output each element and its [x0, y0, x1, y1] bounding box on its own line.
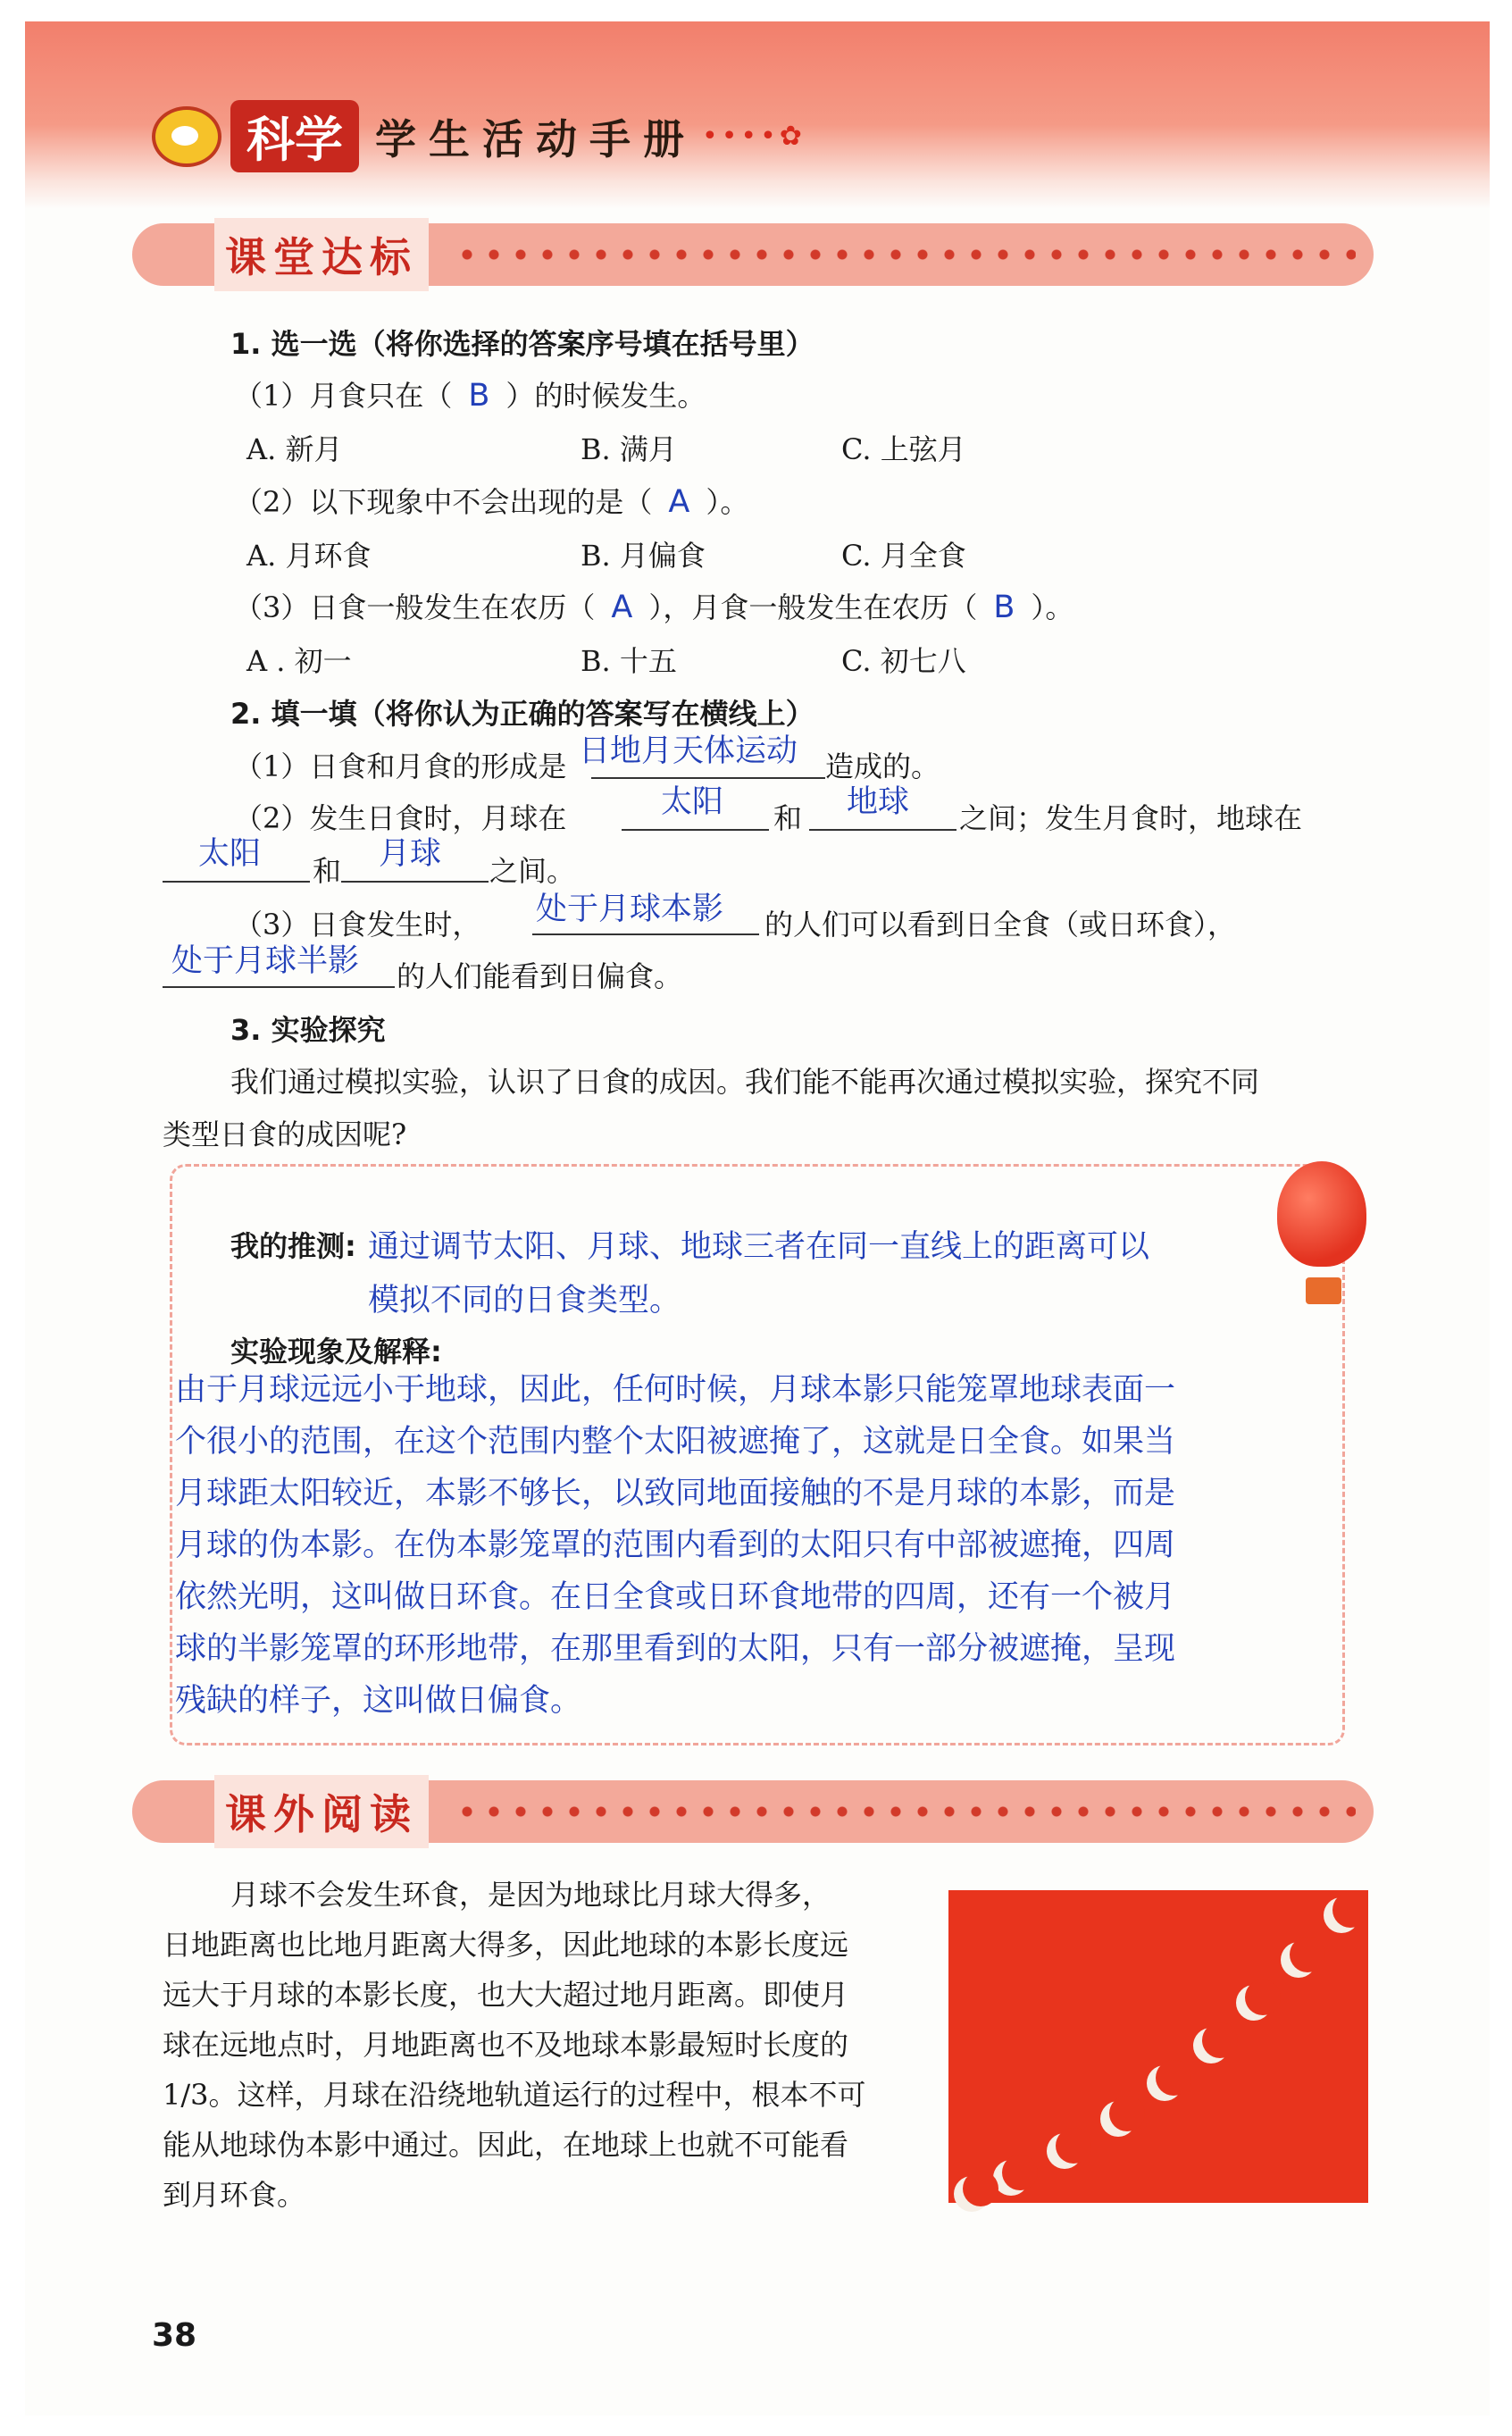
section-title: 课堂达标 [214, 218, 429, 291]
q1-item3-post: ）。 [1031, 590, 1074, 624]
reading-line: 到月环食。 [163, 2178, 306, 2212]
q2-title: 2. 填一填（将你认为正确的答案写在横线上） [230, 697, 814, 731]
q1-item3-pre: （3）日食一般发生在农历（ [234, 590, 596, 624]
q1-item2-option-a: A. 月环食 [246, 539, 372, 573]
q2-item2-blank4 [341, 881, 489, 883]
explain-line: 残缺的样子，这叫做日偏食。 [175, 1683, 582, 1719]
q2-item1-answer: 日地月天体运动 [579, 733, 798, 769]
reading-line: 球在远地点时，月地距离也不及地球本影最短时长度的 [163, 2028, 849, 2062]
q3-intro-line2: 类型日食的成因呢? [163, 1118, 407, 1151]
dotted-decoration [454, 246, 1356, 264]
q1-item3-answer1: A [611, 590, 633, 625]
q2-item3-answer2: 处于月球半影 [171, 943, 360, 979]
q1-item3 [234, 585, 1073, 626]
q1-item1-pre: （1）月食只在（ [234, 379, 453, 413]
guess-line1: 通过调节太阳、月球、地球三者在同一直线上的距离可以 [368, 1229, 1150, 1265]
q2-item2-blank3 [163, 881, 310, 883]
explain-line: 球的半影笼罩的环形地带，在那里看到的太阳，只有一部分被遮掩，呈现 [175, 1631, 1176, 1667]
explain-label: 实验现象及解释: [230, 1335, 442, 1369]
moon-phase-icon [1100, 2101, 1136, 2137]
q1-item3-option-a: A . 初一 [246, 644, 352, 678]
q2-item2-blank2 [809, 829, 956, 831]
q2-item2-blank1 [622, 829, 769, 831]
moon-phase-icon [1281, 1942, 1316, 1978]
q1-item3-option-b: B. 十五 [581, 644, 677, 678]
q1-item2-answer: A [668, 484, 690, 520]
q1-item2 [234, 480, 748, 521]
q2-item2-answer4: 月球 [379, 836, 442, 872]
reading-line: 远大于月球的本影长度，也大大超过地月距离。即使月 [163, 1978, 849, 2012]
q1-item1-option-a: A. 新月 [246, 432, 343, 466]
q2-item2-answer3: 太阳 [198, 836, 262, 872]
eclipse-sequence-photo [948, 1890, 1368, 2203]
moon-phase-icon [1193, 2028, 1229, 2063]
hot-air-balloon-icon [1277, 1161, 1366, 1267]
q1-item3-option-c: C. 初七八 [841, 644, 966, 678]
q2-item3-post: 的人们能看到日偏食。 [397, 959, 683, 993]
q2-item2-post: 之间。 [489, 854, 576, 888]
q1-item1-post: ）的时候发生。 [505, 379, 706, 413]
q2-item2-answer2: 地球 [847, 784, 910, 820]
q3-title: 3. 实验探究 [230, 1013, 386, 1047]
section-banner-reading [132, 1780, 1374, 1843]
q2-item2-pre: （2）发生日食时，月球在 [234, 801, 567, 835]
section-banner-classwork [132, 223, 1374, 286]
guess-line2: 模拟不同的日食类型。 [368, 1283, 681, 1318]
q1-item1-answer: B [468, 378, 490, 414]
reading-line: 能从地球伪本影中通过。因此，在地球上也就不可能看 [163, 2128, 849, 2162]
balloon-basket-icon [1306, 1277, 1341, 1304]
q1-title: 1. 选一选（将你选择的答案序号填在括号里） [230, 327, 814, 361]
brand-subtitle: 学生活动手册 [375, 114, 697, 163]
brand-header [152, 100, 806, 172]
explain-line: 依然光明，这叫做日环食。在日全食或日环食地带的四周，还有一个被月 [175, 1579, 1176, 1615]
q1-item2-pre: （2）以下现象中不会出现的是（ [234, 485, 653, 519]
moon-phase-icon [1047, 2133, 1082, 2169]
q1-item1-option-b: B. 满月 [581, 432, 677, 466]
moon-phase-icon [1324, 1897, 1359, 1933]
q1-item2-post: ）。 [706, 485, 749, 519]
guess-label: 我的推测: [230, 1229, 356, 1263]
q1-item2-option-b: B. 月偏食 [581, 539, 706, 573]
q2-item1-post: 造成的。 [825, 749, 940, 783]
flower-decoration-icon: ••••✿ [702, 121, 806, 152]
reading-line: 1/3。这样，月球在沿绕地轨道运行的过程中，根本不可 [163, 2078, 866, 2112]
moon-phase-icon [954, 2176, 990, 2212]
q2-item2-and2: 和 [313, 854, 342, 888]
q1-item3-mid: ），月食一般发生在农历（ [648, 590, 978, 624]
explain-line: 个很小的范围，在这个范围内整个太阳被遮掩了，这就是日全食。如果当 [175, 1424, 1176, 1460]
q1-item3-answer2: B [993, 590, 1015, 625]
q2-item2-answer1: 太阳 [661, 784, 724, 820]
dotted-decoration [454, 1803, 1356, 1821]
q2-item3-blank1 [532, 933, 759, 935]
q1-item2-option-c: C. 月全食 [841, 539, 966, 573]
q2-item3-pre: （3）日食发生时， [234, 908, 481, 942]
reading-line: 月球不会发生环食，是因为地球比月球大得多， [230, 1878, 831, 1912]
q3-intro-line1: 我们通过模拟实验，认识了日食的成因。我们能不能再次通过模拟实验，探究不同 [230, 1065, 1260, 1099]
bee-mascot-icon [152, 106, 221, 167]
q2-item3-mid: 的人们可以看到日全食（或日环食）， [764, 908, 1237, 942]
q2-item2-mid: 之间；发生月食时，地球在 [959, 801, 1303, 835]
q2-item3-answer1: 处于月球本影 [536, 892, 724, 927]
q1-item1 [234, 373, 706, 414]
q1-item1-option-c: C. 上弦月 [841, 432, 966, 466]
reading-line: 日地距离也比地月距离大得多，因此地球的本影长度远 [163, 1928, 849, 1962]
brand-main: 科学 [230, 100, 359, 172]
explain-line: 月球距太阳较近，本影不够长，以致同地面接触的不是月球的本影，而是 [175, 1476, 1176, 1511]
explain-line: 由于月球远远小于地球，因此，任何时候，月球本影只能笼罩地球表面一 [175, 1372, 1176, 1408]
section-title: 课外阅读 [214, 1775, 429, 1848]
moon-phase-icon [993, 2160, 1029, 2196]
page-number: 38 [152, 2317, 197, 2354]
q2-item2-and1: 和 [773, 801, 803, 835]
moon-phase-icon [1147, 2065, 1182, 2101]
q2-item3-blank2 [163, 986, 395, 988]
q2-item1-pre: （1）日食和月食的形成是 [234, 749, 567, 783]
moon-phase-icon [1236, 1985, 1272, 2021]
explain-line: 月球的伪本影。在伪本影笼罩的范围内看到的太阳只有中部被遮掩，四周 [175, 1528, 1176, 1563]
